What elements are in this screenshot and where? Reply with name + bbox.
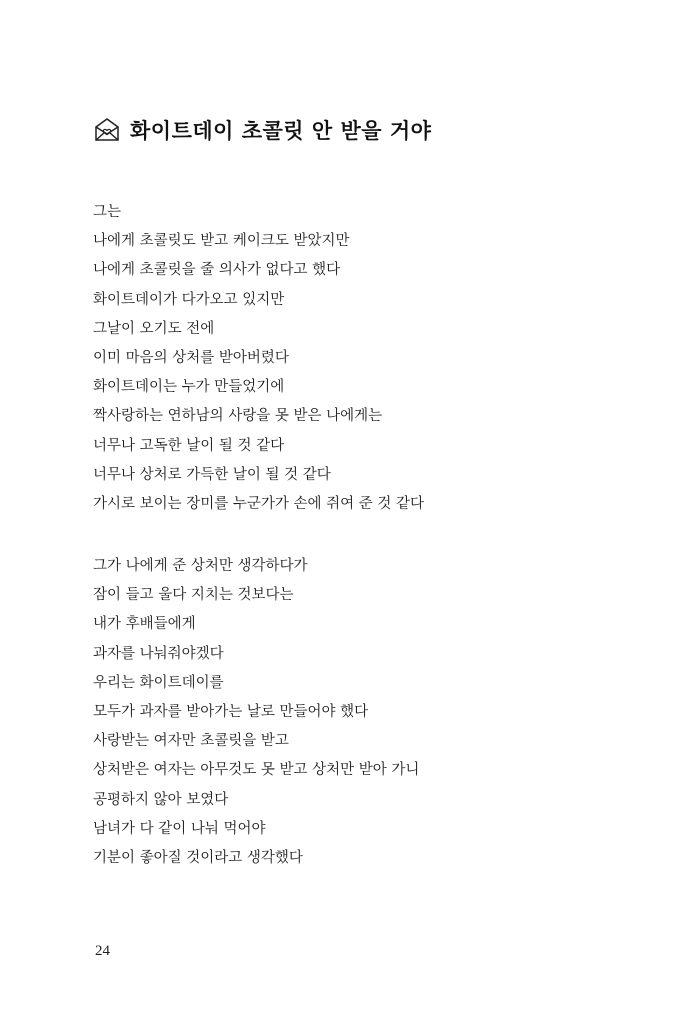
poem-line: 그는: [93, 204, 122, 220]
poem-line: 짝사랑하는 연하남의 사랑을 못 받은 나에게는: [93, 408, 383, 425]
poem-line: 그날이 오기도 전에: [93, 320, 215, 337]
poem-line: 상처받은 여자는 아무것도 못 받고 상처만 받아 가니: [93, 762, 420, 779]
poem-line: 이미 마음의 상처를 받아버렸다: [93, 349, 289, 366]
stanza-2: [93, 552, 419, 873]
envelope-heart-icon: [92, 115, 122, 145]
stanza-1: [93, 198, 424, 519]
poem-line: 사랑받는 여자만 초콜릿을 받고: [93, 733, 289, 750]
poem-line: 나에게 초콜릿을 줄 의사가 없다고 했다: [93, 262, 341, 279]
chapter-heading: [92, 112, 431, 148]
poem-line: 모두가 과자를 받아가는 날로 만들어야 했다: [93, 703, 369, 720]
poem-line: 우리는 화이트데이를: [93, 674, 224, 691]
poem-line: 남녀가 다 같이 나눠 먹어야: [93, 820, 266, 837]
poem-line: 과자를 나눠줘야겠다: [93, 645, 224, 662]
poem-line: 잠이 들고 울다 지치는 것보다는: [93, 587, 294, 604]
poem-line: 너무나 고독한 날이 될 것 같다: [93, 437, 285, 454]
chapter-title: 화이트데이 초콜릿 안 받을 거야: [130, 118, 432, 143]
poem-line: 내가 후배들에게: [93, 616, 196, 633]
poem-line: 화이트데이는 누가 만들었기에: [93, 379, 285, 396]
poem-line: 화이트데이가 다가오고 있지만: [93, 291, 285, 308]
poem-line: 그가 나에게 준 상처만 생각하다가: [93, 558, 308, 574]
poem-line: 공평하지 않아 보였다: [93, 791, 229, 808]
poem-line: 너무나 상처로 가득한 날이 될 것 같다: [93, 466, 331, 483]
poem-line: 나에게 초콜릿도 받고 케이크도 받았지만: [93, 233, 350, 250]
page-number: 24: [95, 943, 110, 959]
poem-line: 가시로 보이는 장미를 누군가가 손에 쥐여 준 것 같다: [93, 495, 425, 512]
poem-line: 기분이 좋아질 것이라고 생각했다: [93, 849, 303, 866]
